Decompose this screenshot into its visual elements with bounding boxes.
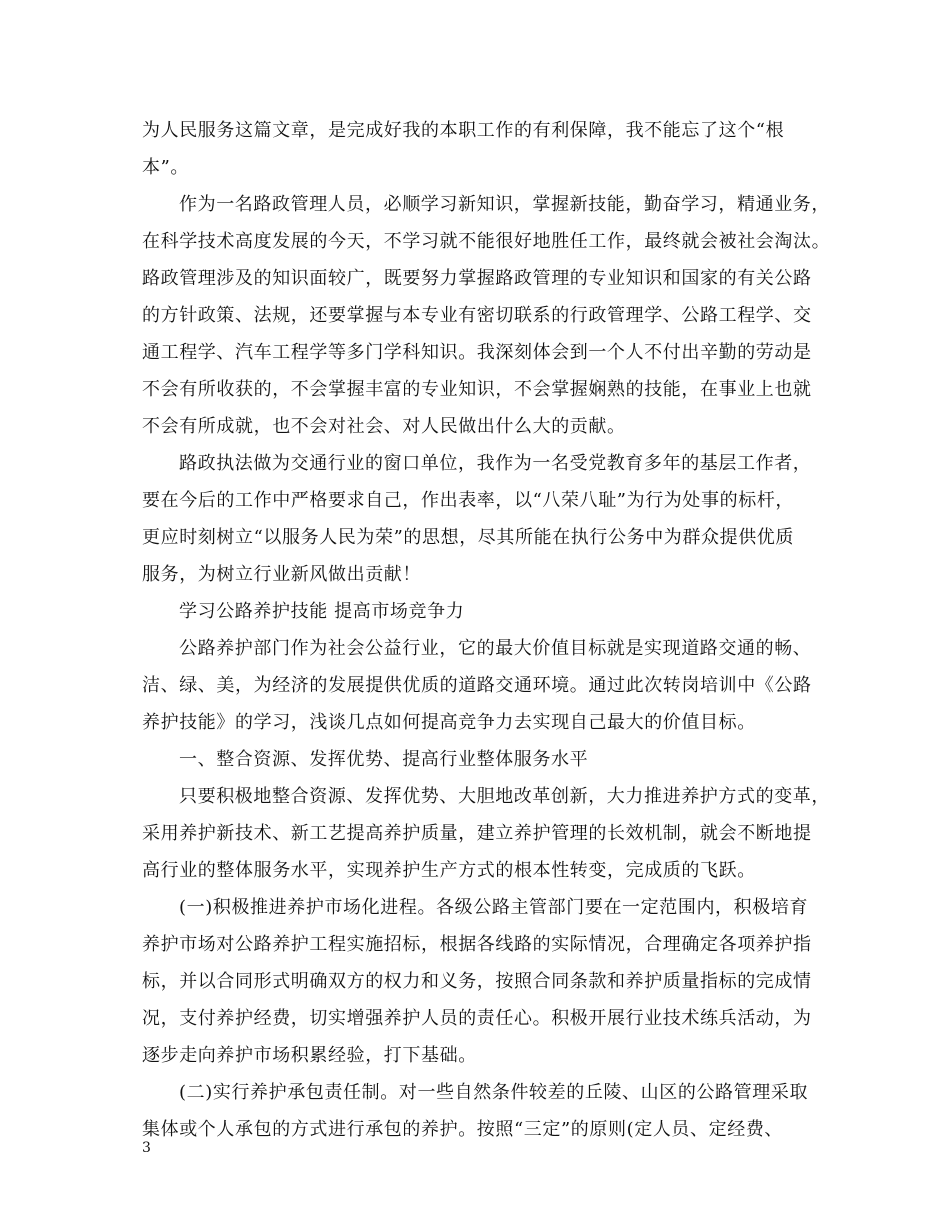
text-line: 养护市场对公路养护工程实施招标，根据各线路的实际情况，合理确定各项养护指 bbox=[142, 934, 812, 955]
text-line: 洁、绿、美，为经济的发展提供优质的道路交通环境。通过此次转岗培训中《公路 bbox=[142, 675, 812, 696]
section-title: 学习公路养护技能 提高市场竞争力 bbox=[179, 601, 465, 622]
text-line: 不会有所成就，也不会对社会、对人民做出什么大的贡献。 bbox=[142, 416, 626, 437]
paragraph-start-line: 公路养护部门作为社会公益行业，它的最大价值目标就是实现道路交通的畅、 bbox=[179, 638, 812, 659]
text-line: 高行业的整体服务水平，实现养护生产方式的根本性转变，完成质的飞跃。 bbox=[142, 860, 756, 881]
text-line: 要在今后的工作中严格要求自己，作出表率，以“八荣八耻”为行为处事的标杆， bbox=[142, 490, 795, 511]
paragraph-start-line: 路政执法做为交通行业的窗口单位，我作为一名受党教育多年的基层工作者， bbox=[179, 453, 812, 474]
text-line: 逐步走向养护市场积累经验，打下基础。 bbox=[142, 1045, 477, 1066]
text-line: 养护技能》的学习，浅谈几点如何提高竞争力去实现自己最大的价值目标。 bbox=[142, 712, 756, 733]
text-line: 况，支付养护经费，切实增强养护人员的责任心。积极开展行业技术练兵活动，为 bbox=[142, 1008, 812, 1029]
paragraph-start-line: 作为一名路政管理人员，必顺学习新知识，掌握新技能，勤奋学习，精通业务， bbox=[179, 194, 830, 215]
text-line: 集体或个人承包的方式进行承包的养护。按照“三定”的原则(定人员、定经费、 bbox=[142, 1119, 784, 1140]
text-line: 路政管理涉及的知识面较广，既要努力掌握路政管理的专业知识和国家的有关公路 bbox=[142, 268, 812, 289]
document-body bbox=[142, 112, 831, 1148]
text-line: 标，并以合同形式明确双方的权力和义务，按照合同条款和养护质量指标的完成情 bbox=[142, 971, 812, 992]
paragraph-start-line: (二)实行养护承包责任制。对一些自然条件较差的丘陵、山区的公路管理采取 bbox=[179, 1082, 809, 1103]
text-line: 采用养护新技术、新工艺提高养护质量，建立养护管理的长效机制，就会不断地提 bbox=[142, 823, 812, 844]
text-line: 不会有所收获的，不会掌握丰富的专业知识，不会掌握娴熟的技能，在事业上也就 bbox=[142, 379, 812, 400]
text-line: 为人民服务这篇文章，是完成好我的本职工作的有利保障，我不能忘了这个“根 bbox=[142, 120, 785, 141]
text-line: 更应时刻树立“以服务人民为荣”的思想，尽其所能在执行公务中为群众提供优质 bbox=[142, 527, 795, 548]
text-line: 服务，为树立行业新风做出贡献！ bbox=[142, 564, 421, 585]
page-number: 3 bbox=[142, 1140, 151, 1156]
paragraph-start-line: (一)积极推进养护市场化进程。各级公路主管部门要在一定范围内，积极培育 bbox=[179, 897, 809, 918]
text-line: 在科学技术高度发展的今天，不学习就不能很好地胜任工作，最终就会被社会淘汰。 bbox=[142, 231, 831, 252]
paragraph-start-line: 只要积极地整合资源、发挥优势、大胆地改革创新，大力推进养护方式的变革， bbox=[179, 786, 830, 807]
section-heading: 一、整合资源、发挥优势、提高行业整体服务水平 bbox=[179, 749, 589, 770]
text-line: 通工程学、汽车工程学等多门学科知识。我深刻体会到一个人不付出辛勤的劳动是 bbox=[142, 342, 812, 363]
text-line: 的方针政策、法规，还要掌握与本专业有密切联系的行政管理学、公路工程学、交 bbox=[142, 305, 812, 326]
text-line: 本”。 bbox=[142, 157, 190, 178]
